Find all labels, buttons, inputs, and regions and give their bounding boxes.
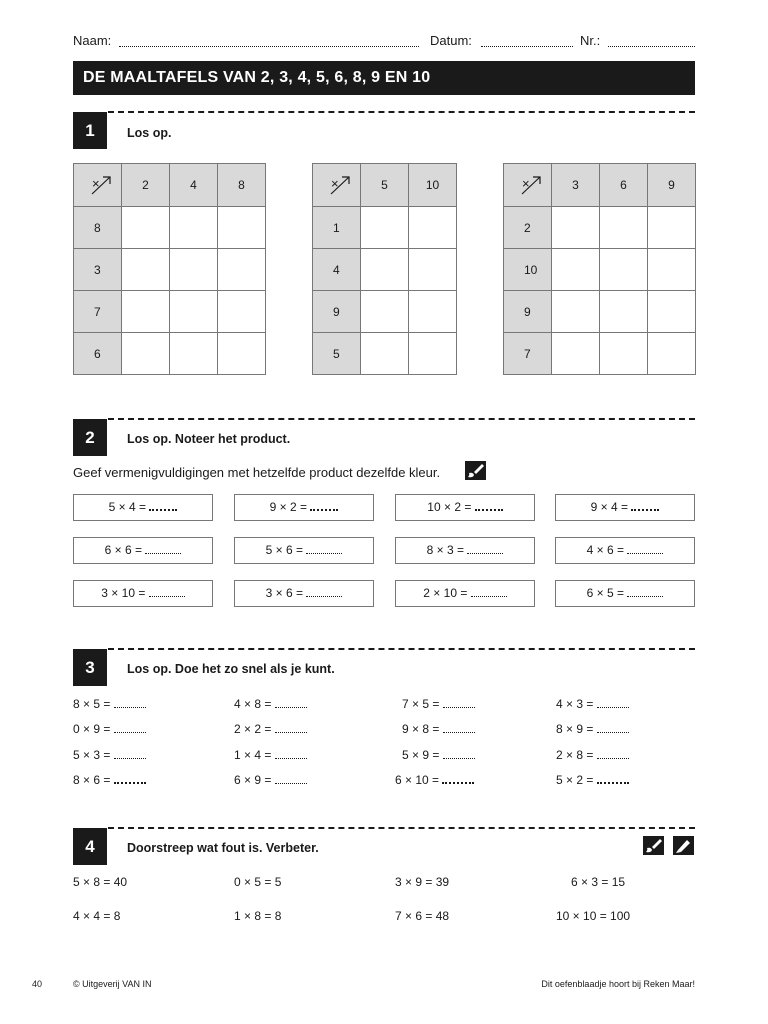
nr-field[interactable] <box>608 46 695 47</box>
column-header: 10 <box>409 164 457 207</box>
product-box[interactable]: 5 × 6 = <box>234 537 374 564</box>
name-label: Naam: <box>73 33 112 48</box>
name-date-header <box>73 33 695 49</box>
answer-cell[interactable] <box>600 291 648 333</box>
column-header: 5 <box>361 164 409 207</box>
statement[interactable]: 5 × 8 = 40 <box>73 875 128 889</box>
section-4-number: 4 <box>73 828 107 865</box>
answer-cell[interactable] <box>600 249 648 291</box>
product-box[interactable]: 9 × 4 = <box>555 494 695 521</box>
answer-blank[interactable] <box>475 501 503 511</box>
answer-cell[interactable] <box>409 291 457 333</box>
product-box[interactable]: 3 × 10 = <box>73 580 213 607</box>
product-box[interactable]: 5 × 4 = <box>73 494 213 521</box>
product-box[interactable]: 6 × 5 = <box>555 580 695 607</box>
section-3-instruction: Los op. Doe het zo snel als je kunt. <box>127 662 335 676</box>
page-number: 40 <box>32 979 43 989</box>
multiplication-table-3 <box>503 163 696 375</box>
statement[interactable]: 10 × 10 = 100 <box>556 909 631 923</box>
answer-blank[interactable] <box>631 501 659 511</box>
answer-blank[interactable] <box>275 749 307 759</box>
row-header: 4 <box>313 249 361 291</box>
exercise: 7 × 5 = <box>402 697 475 711</box>
row-header: 7 <box>74 291 122 333</box>
section-2-number: 2 <box>73 419 107 456</box>
times-corner-cell: × <box>504 164 552 207</box>
paintbrush-icon <box>465 461 486 480</box>
arrow-icon <box>90 175 112 195</box>
answer-blank[interactable] <box>275 698 307 708</box>
exercise: 2 × 2 = <box>234 722 307 736</box>
name-field[interactable] <box>119 46 419 47</box>
answer-cell[interactable] <box>170 249 218 291</box>
answer-cell[interactable] <box>648 291 696 333</box>
multiplication-table-2 <box>312 163 457 375</box>
exercise: 9 × 8 = <box>402 722 475 736</box>
multiplication-table-1 <box>73 163 266 375</box>
answer-blank[interactable] <box>443 698 475 708</box>
answer-blank[interactable] <box>597 698 629 708</box>
statement[interactable]: 6 × 3 = 15 <box>571 875 626 889</box>
answer-blank[interactable] <box>114 749 146 759</box>
answer-cell[interactable] <box>648 249 696 291</box>
exercise: 5 × 2 = <box>556 773 629 787</box>
row-header: 8 <box>74 207 122 249</box>
answer-blank[interactable] <box>114 723 146 733</box>
pen-icon <box>673 836 694 855</box>
exercise: 8 × 9 = <box>556 722 629 736</box>
section-2-divider <box>108 418 695 420</box>
row-header: 1 <box>313 207 361 249</box>
product-box[interactable]: 8 × 3 = <box>395 537 535 564</box>
arrow-icon <box>520 175 542 195</box>
row-header: 3 <box>74 249 122 291</box>
section-1-divider <box>108 111 695 113</box>
answer-cell[interactable] <box>361 333 409 375</box>
exercise: 5 × 3 = <box>73 748 146 762</box>
date-field[interactable] <box>481 46 573 47</box>
answer-cell[interactable] <box>409 207 457 249</box>
answer-blank[interactable] <box>471 587 507 597</box>
publisher-credit: © Uitgeverij VAN IN <box>73 979 152 989</box>
answer-cell[interactable] <box>218 291 266 333</box>
footer-note: Dit oefenblaadje hoort bij Reken Maar! <box>541 979 695 989</box>
exercise: 1 × 4 = <box>234 748 307 762</box>
row-header: 9 <box>504 291 552 333</box>
answer-cell[interactable] <box>409 249 457 291</box>
answer-cell[interactable] <box>361 291 409 333</box>
column-header: 4 <box>170 164 218 207</box>
answer-cell[interactable] <box>361 207 409 249</box>
column-header: 8 <box>218 164 266 207</box>
exercise: 5 × 9 = <box>402 748 475 762</box>
answer-cell[interactable] <box>552 207 600 249</box>
answer-blank[interactable] <box>310 501 338 511</box>
row-header: 7 <box>504 333 552 375</box>
answer-cell[interactable] <box>409 333 457 375</box>
column-header: 2 <box>122 164 170 207</box>
row-header: 6 <box>74 333 122 375</box>
exercise: 4 × 3 = <box>556 697 629 711</box>
answer-blank[interactable] <box>145 544 181 554</box>
product-box[interactable]: 10 × 2 = <box>395 494 535 521</box>
product-box[interactable]: 3 × 6 = <box>234 580 374 607</box>
section-4-instruction: Doorstreep wat fout is. Verbeter. <box>127 841 319 855</box>
statement[interactable]: 0 × 5 = 5 <box>234 875 282 889</box>
product-box[interactable]: 2 × 10 = <box>395 580 535 607</box>
answer-cell[interactable] <box>170 207 218 249</box>
answer-blank[interactable] <box>443 723 475 733</box>
exercise: 8 × 6 = <box>73 773 146 787</box>
answer-blank[interactable] <box>149 587 185 597</box>
answer-cell[interactable] <box>600 333 648 375</box>
exercise: 6 × 9 = <box>234 773 307 787</box>
nr-label: Nr.: <box>580 33 601 48</box>
row-header: 2 <box>504 207 552 249</box>
column-header: 3 <box>552 164 600 207</box>
column-header: 6 <box>600 164 648 207</box>
answer-blank[interactable] <box>627 544 663 554</box>
answer-blank[interactable] <box>467 544 503 554</box>
answer-cell[interactable] <box>122 249 170 291</box>
answer-cell[interactable] <box>552 291 600 333</box>
answer-blank[interactable] <box>597 749 629 759</box>
answer-cell[interactable] <box>122 207 170 249</box>
section-1-instruction: Los op. <box>127 126 172 140</box>
product-box[interactable]: 9 × 2 = <box>234 494 374 521</box>
statement[interactable]: 7 × 6 = 48 <box>395 909 450 923</box>
answer-blank[interactable] <box>306 544 342 554</box>
answer-blank[interactable] <box>443 749 475 759</box>
answer-cell[interactable] <box>552 249 600 291</box>
answer-blank[interactable] <box>149 501 177 511</box>
answer-cell[interactable] <box>218 333 266 375</box>
answer-cell[interactable] <box>122 333 170 375</box>
section-1-number: 1 <box>73 112 107 149</box>
exercise: 2 × 8 = <box>556 748 629 762</box>
paintbrush-icon <box>643 836 664 855</box>
page-title: DE MAALTAFELS VAN 2, 3, 4, 5, 6, 8, 9 EN 10 <box>73 61 695 95</box>
section-3-number: 3 <box>73 649 107 686</box>
product-box[interactable]: 6 × 6 = <box>73 537 213 564</box>
times-corner-cell: × <box>313 164 361 207</box>
answer-cell[interactable] <box>600 207 648 249</box>
date-label: Datum: <box>430 33 472 48</box>
section-3-divider <box>108 648 695 650</box>
statement[interactable]: 1 × 8 = 8 <box>234 909 282 923</box>
answer-cell[interactable] <box>552 333 600 375</box>
answer-cell[interactable] <box>170 333 218 375</box>
section-4-divider <box>108 827 695 829</box>
exercise: 0 × 9 = <box>73 722 146 736</box>
row-header: 10 <box>504 249 552 291</box>
answer-cell[interactable] <box>648 207 696 249</box>
answer-blank[interactable] <box>114 698 146 708</box>
exercise: 8 × 5 = <box>73 697 146 711</box>
answer-blank[interactable] <box>275 723 307 733</box>
answer-blank[interactable] <box>442 774 474 784</box>
row-header: 5 <box>313 333 361 375</box>
exercise: 6 × 10 = <box>395 773 474 787</box>
product-box[interactable]: 4 × 6 = <box>555 537 695 564</box>
statement[interactable]: 3 × 9 = 39 <box>395 875 450 889</box>
answer-cell[interactable] <box>218 249 266 291</box>
statement[interactable]: 4 × 4 = 8 <box>73 909 121 923</box>
times-corner-cell: × <box>74 164 122 207</box>
answer-cell[interactable] <box>122 291 170 333</box>
answer-cell[interactable] <box>170 291 218 333</box>
section-2-instruction: Los op. Noteer het product. <box>127 432 291 446</box>
exercise: 4 × 8 = <box>234 697 307 711</box>
answer-blank[interactable] <box>627 587 663 597</box>
answer-blank[interactable] <box>306 587 342 597</box>
answer-cell[interactable] <box>648 333 696 375</box>
row-header: 9 <box>313 291 361 333</box>
answer-blank[interactable] <box>597 723 629 733</box>
answer-cell[interactable] <box>361 249 409 291</box>
arrow-icon <box>329 175 351 195</box>
section-2-subinstruction: Geef vermenigvuldigingen met hetzelfde product dezelfde kleur. <box>73 465 441 480</box>
answer-cell[interactable] <box>218 207 266 249</box>
answer-blank[interactable] <box>275 774 307 784</box>
answer-blank[interactable] <box>597 774 629 784</box>
answer-blank[interactable] <box>114 774 146 784</box>
column-header: 9 <box>648 164 696 207</box>
